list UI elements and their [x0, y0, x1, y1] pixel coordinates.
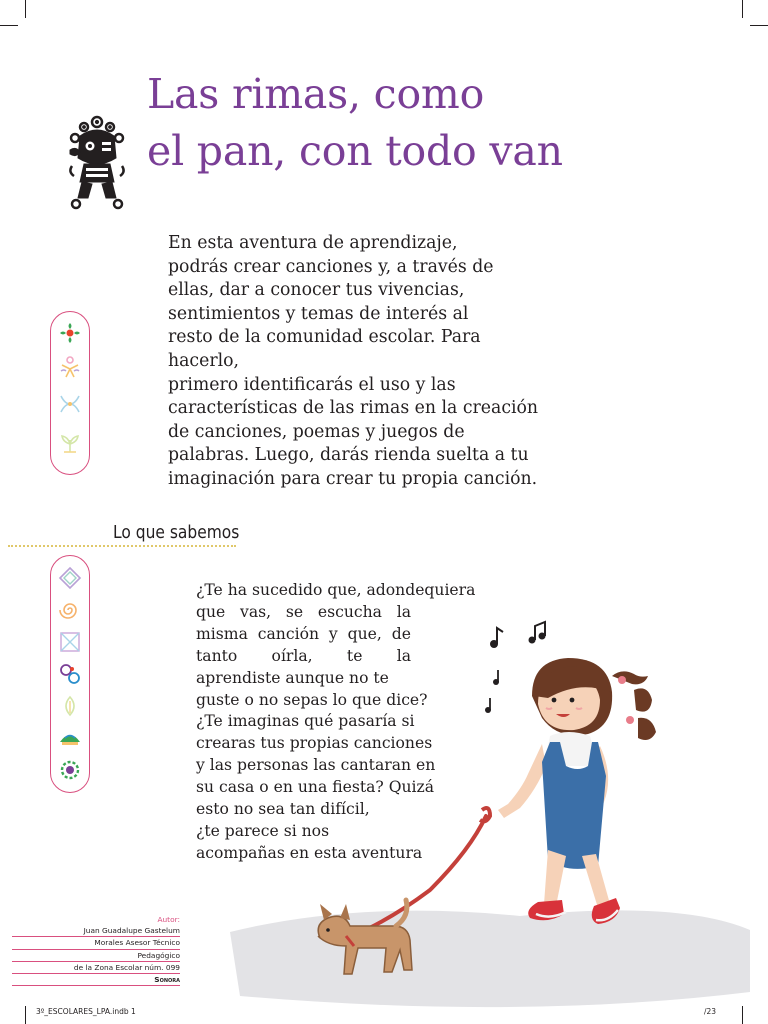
crop-mark [0, 25, 18, 26]
credit-line: Morales Asesor Técnico [12, 937, 180, 949]
diamond-icon [58, 566, 82, 590]
footer-page-number: /23 [704, 1007, 717, 1016]
intro-line: sentimientos y temas de interés al [168, 303, 469, 324]
credit-line: de la Zona Escolar núm. 099 [12, 962, 180, 974]
section-divider [8, 545, 236, 547]
body-line: guste o no sepas lo que dice? [196, 690, 428, 709]
crop-mark [750, 25, 768, 26]
intro-line: ellas, dar a conocer tus vivencias, [168, 280, 465, 301]
dancer-icon [58, 355, 82, 379]
intro-line: hacerlo, [168, 350, 240, 371]
title-line: el pan, con todo van [147, 127, 563, 175]
body-line: y las personas las cantaran en [196, 756, 436, 775]
title-line: Las rimas, como [147, 70, 485, 118]
plant-icon [58, 430, 82, 454]
body-line: su casa o en una fiesta? Quizá [196, 778, 435, 797]
circles-icon [58, 662, 82, 686]
author-credit [12, 914, 180, 986]
intro-line: imaginación para crear tu propia canción. [168, 468, 538, 489]
page-title [147, 66, 563, 180]
credit-line: Juan Guadalupe Gastelum [12, 925, 180, 937]
intro-line: características de las rimas en la creación [168, 398, 539, 419]
seed-icon [58, 694, 82, 718]
wreath-icon [58, 758, 82, 782]
intro-line: primero identificarás el uso y las [168, 374, 456, 395]
icon-strip [50, 311, 90, 475]
intro-line: En esta aventura de aprendizaje, [168, 233, 458, 253]
body-line: aprendiste aunque no te [196, 668, 389, 687]
body-line: esto no sea tan difícil, [196, 800, 370, 819]
body-line: ¿Te imaginas qué pasaría si [196, 712, 415, 731]
star-icon [58, 630, 82, 654]
credit-line: Pedagógico [12, 950, 180, 962]
crop-mark [25, 1006, 26, 1024]
aztec-glyph-icon [66, 112, 128, 210]
girl-icon [498, 658, 656, 924]
body-line: tanto oírla, te la [196, 646, 411, 665]
crop-mark [742, 0, 743, 18]
body-line: acompañas en esta aventura [196, 843, 423, 862]
girl-walking-dog-illustration [220, 600, 768, 1024]
turtle-icon [58, 726, 82, 750]
flower-icon [58, 321, 82, 345]
people-icon [58, 392, 82, 416]
footer-file-label: 3º_ESCOLARES_LPA.indb 1 [36, 1007, 136, 1016]
body-line: crearas tus propias canciones [196, 734, 433, 753]
intro-line: de canciones, poemas y juegos de [168, 421, 465, 442]
intro-line: resto de la comunidad escolar. Para [168, 327, 481, 348]
intro-paragraph [168, 232, 538, 492]
intro-line: podrás crear canciones y, a través de [168, 256, 494, 277]
credit-line: Sonora [12, 974, 180, 986]
body-line: ¿te parece si nos [196, 821, 330, 840]
body-line: que vas, se escucha la [196, 602, 411, 621]
credit-label: Autor: [157, 915, 180, 924]
icon-strip [50, 555, 90, 793]
spiral-icon [58, 598, 82, 622]
section-title: Lo que sabemos [113, 522, 240, 543]
intro-line: palabras. Luego, darás rienda suelta a tu [168, 445, 529, 466]
crop-mark [25, 0, 26, 18]
body-line: ¿Te ha sucedido que, adondequiera [196, 581, 476, 599]
body-line: misma canción y que, de [196, 624, 411, 643]
